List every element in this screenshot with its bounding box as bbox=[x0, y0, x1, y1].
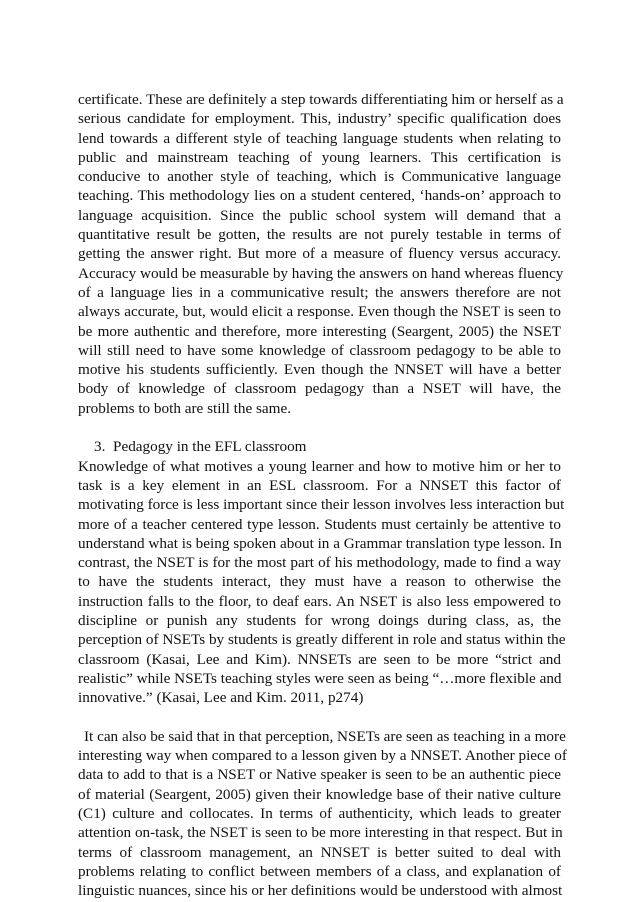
paragraph-line: understand what is being spoken about in a Grammar translation type lesson. In bbox=[78, 534, 562, 552]
paragraph-2 bbox=[78, 457, 566, 708]
paragraph-line: linguistic nuances, since his or her definitions would be understood with almost bbox=[78, 882, 563, 900]
paragraph-line: language acquisition. Since the public school system will demand that a bbox=[78, 206, 561, 224]
paragraph-line: to have the students interact, they must have a reason to otherwise the bbox=[78, 573, 561, 591]
paragraph-line: classroom (Kasai, Lee and Kim). NNSETs are seen to be more “strict and bbox=[78, 650, 561, 668]
paragraph-line: of a language lies in a communicative result; the answers therefore are not bbox=[78, 283, 561, 301]
paragraph-line: public and mainstream teaching of young learners. This certification is bbox=[78, 148, 561, 166]
paragraph-line: teaching. This methodology lies on a student centered, ‘hands-on’ approach to bbox=[78, 187, 561, 205]
paragraph-gap bbox=[78, 708, 561, 727]
paragraph-line: innovative.” (Kasai, Lee and Kim. 2011, p274) bbox=[78, 689, 364, 707]
paragraph-line: certificate. These are definitely a step towards differentiating him or herself as a bbox=[78, 91, 564, 108]
paragraph-line: getting the answer right. But more of a measure of fluency versus accuracy. bbox=[78, 245, 561, 263]
paragraph-line: quantitative result be gotten, the results are not purely testable in terms of bbox=[78, 226, 561, 244]
paragraph-line: lend towards a different style of teaching language students when relating to bbox=[78, 129, 561, 147]
paragraph-line: contrast, the NSET is for the most part of his methodology, made to find a way bbox=[78, 554, 561, 572]
paragraph-line: Knowledge of what motives a young learner and how to motive him or her to bbox=[78, 457, 561, 475]
paragraph-line: motivating force is less important since their lesson involves less interaction but bbox=[78, 496, 565, 514]
paragraph-line: (C1) culture and collocates. In terms of authenticity, which leads to greater bbox=[78, 804, 561, 822]
paragraph-line: attention on-task, the NSET is seen to be more interesting in that respect. But in bbox=[78, 824, 563, 842]
section-title: Pedagogy in the EFL classroom bbox=[113, 438, 307, 456]
paragraph-gap bbox=[78, 418, 561, 437]
paragraph-line: serious candidate for employment. This, industry’ specific qualification does bbox=[78, 110, 561, 128]
paragraph-line: Accuracy would be measurable by having the answers on hand whereas fluency bbox=[78, 264, 564, 282]
paragraph-3 bbox=[78, 727, 567, 901]
paragraph-line: It can also be said that in that perception, NSETs are seen as teaching in a more bbox=[84, 727, 566, 745]
paragraph-line: conducive to another style of teaching, which is Communicative language bbox=[78, 168, 561, 186]
paragraph-line: discipline or punish any students for wrong doings during class, as, the bbox=[78, 612, 561, 630]
paragraph-line: perception of NSETs by students is greatly different in role and status within the bbox=[78, 631, 566, 649]
paragraph-line: of material (Seargent, 2005) given their knowledge base of their native culture bbox=[78, 785, 561, 803]
paragraph-line: task is a key element in an ESL classroom. For a NNSET this factor of bbox=[78, 476, 561, 494]
paragraph-line: more of a teacher centered type lesson. Students must certainly be attentive to bbox=[78, 515, 561, 533]
section-number: 3. bbox=[94, 438, 106, 456]
paragraph-line: will still need to have some knowledge of classroom pedagogy to be able to bbox=[78, 341, 561, 359]
paragraph-line: problems to both are still the same. bbox=[78, 399, 292, 417]
paragraph-line: instruction falls to the floor, to deaf ears. An NSET is also less empowered to bbox=[78, 592, 561, 610]
paragraph-line: body of knowledge of classroom pedagogy than a NSET will have, the bbox=[78, 380, 561, 398]
paragraph-1 bbox=[78, 90, 564, 418]
paragraph-line: interesting way when compared to a lesson given by a NNSET. Another piece of bbox=[78, 747, 567, 765]
section-heading bbox=[78, 437, 561, 456]
paragraph-line: terms of classroom management, an NNSET is better suited to deal with bbox=[78, 843, 561, 861]
paragraph-line: motive his students sufficiently. Even though the NNSET will have a better bbox=[78, 361, 561, 379]
paragraph-line: data to add to that is a NSET or Native speaker is seen to be an authentic piece bbox=[78, 766, 561, 784]
paragraph-line: problems relating to conflict between members of a class, and explanation of bbox=[78, 862, 561, 880]
paragraph-line: realistic” while NSETs teaching styles were seen as being “…more flexible and bbox=[78, 669, 562, 687]
paragraph-line: be more authentic and therefore, more interesting (Seargent, 2005) the NSET bbox=[78, 322, 561, 340]
paragraph-line: always accurate, but, would elicit a response. Even though the NSET is seen to bbox=[78, 303, 561, 321]
